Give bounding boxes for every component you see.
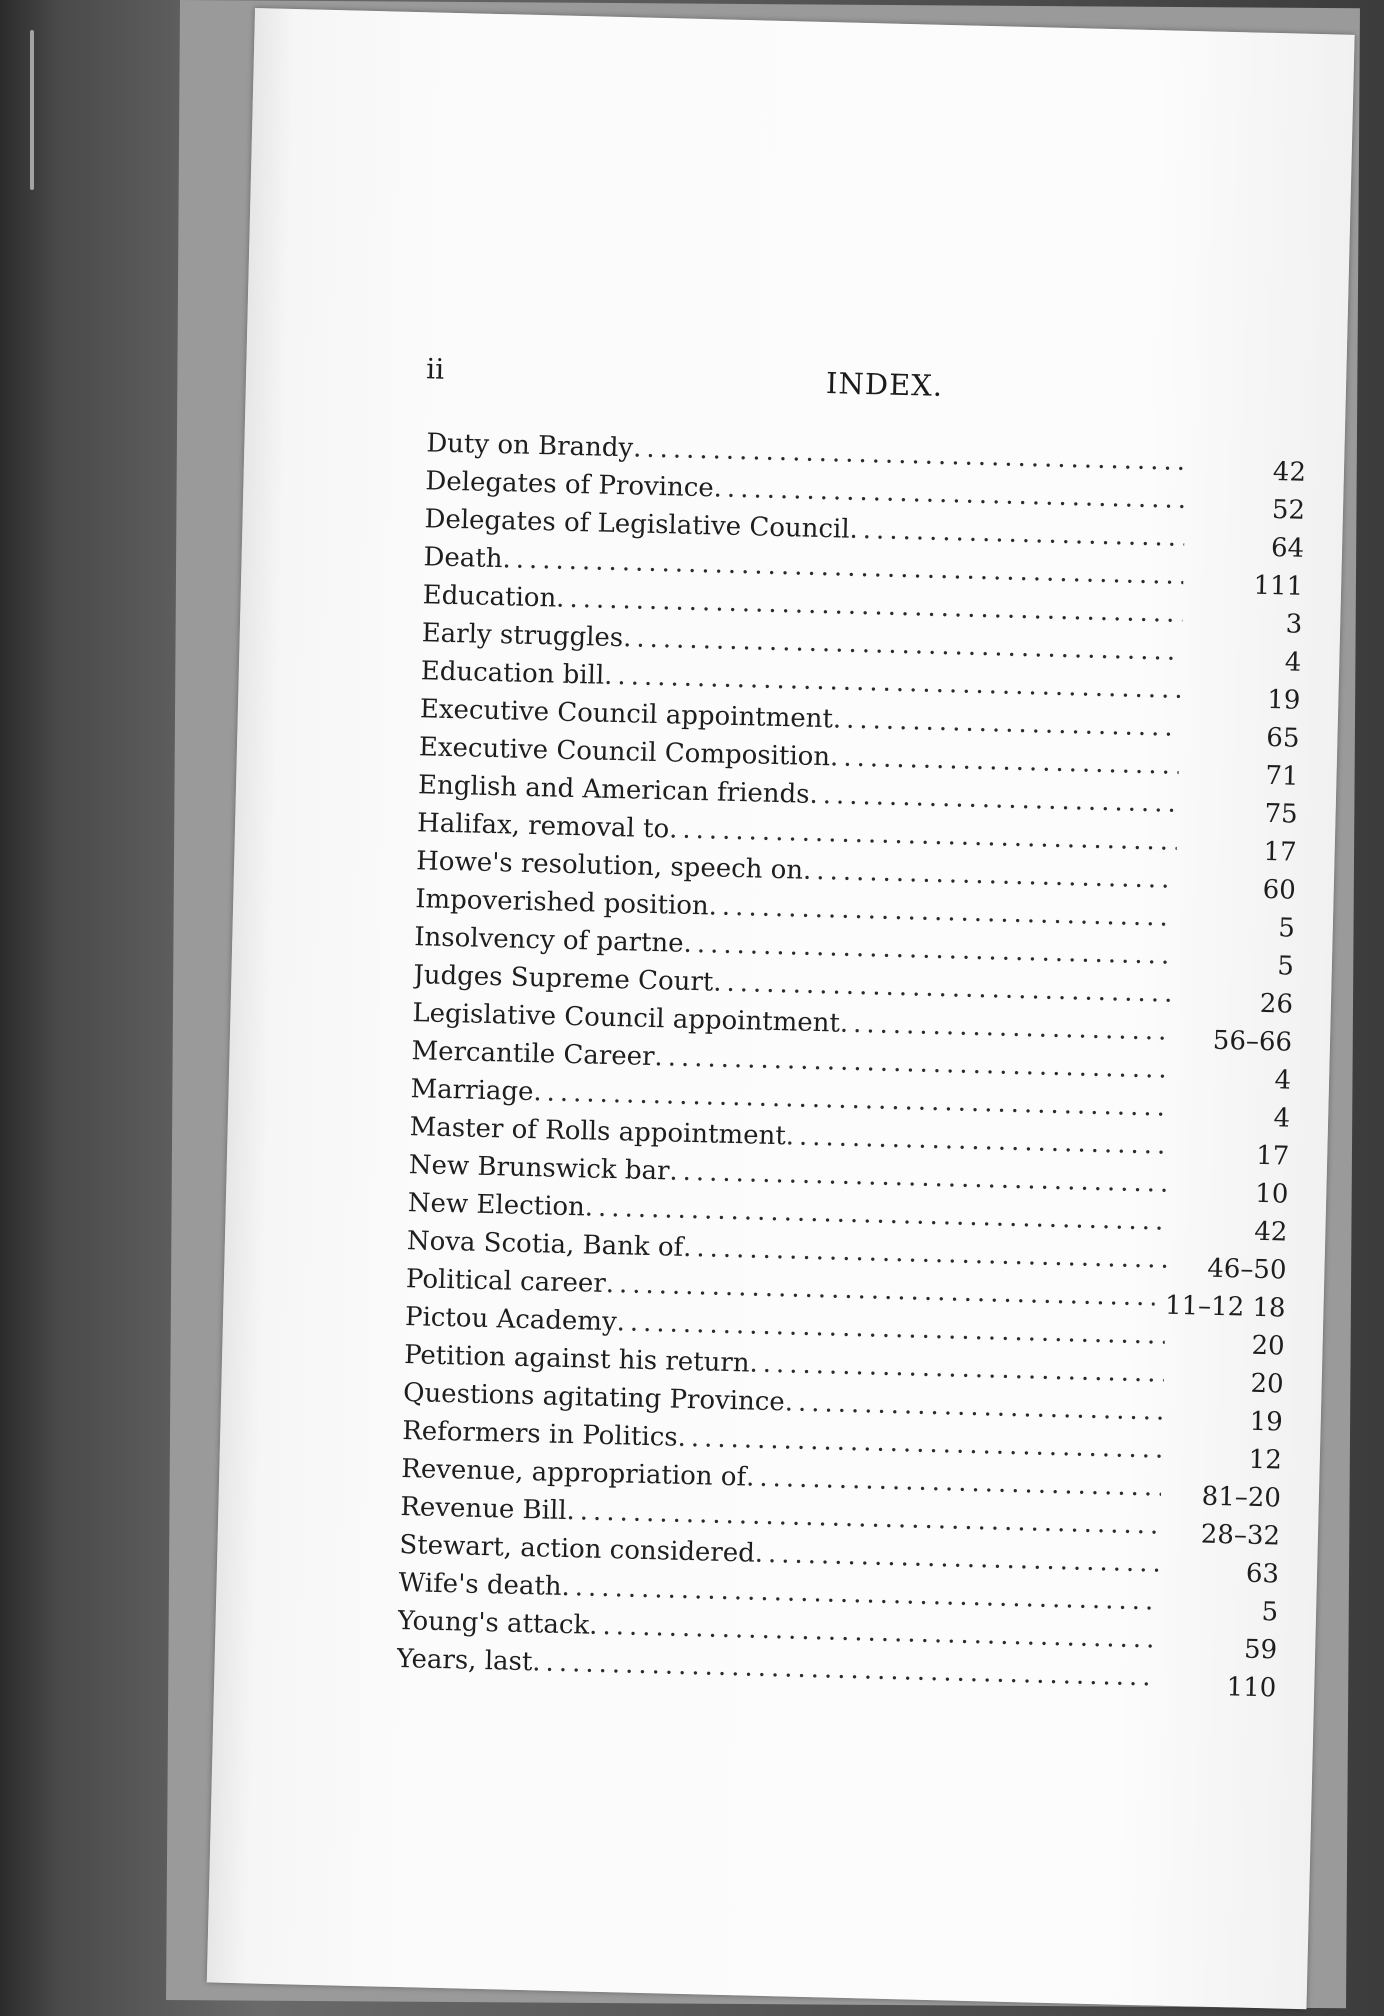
entry-page-number: 56–66 bbox=[1212, 1025, 1293, 1058]
entry-page-number: 3 bbox=[1285, 609, 1303, 640]
entry-page-number: 81–20 bbox=[1201, 1481, 1282, 1514]
entry-page-number: 5 bbox=[1261, 1597, 1279, 1628]
entry-page-number: 65 bbox=[1266, 722, 1300, 754]
entry-page-number: 11–12 18 bbox=[1164, 1290, 1286, 1324]
entry-page-number: 19 bbox=[1266, 684, 1301, 716]
book-page bbox=[207, 8, 1355, 2009]
entry-page-number: 42 bbox=[1253, 1216, 1288, 1248]
entry-term: Delegates of Province bbox=[425, 466, 715, 504]
entry-page-number: 5 bbox=[1276, 951, 1295, 982]
page-title: INDEX. bbox=[825, 366, 944, 403]
entry-page-number: 75 bbox=[1264, 798, 1298, 830]
entry-term: Young's attack bbox=[397, 1605, 590, 1641]
entry-page-number: 60 bbox=[1262, 874, 1297, 906]
entry-term: Howe's resolution, speech on bbox=[415, 846, 804, 886]
entry-page-number: 28–32 bbox=[1200, 1519, 1281, 1552]
scanner-edge-mark bbox=[30, 30, 34, 190]
entry-term: Mercantile Career bbox=[411, 1036, 655, 1073]
entry-term: Master of Rolls appointment bbox=[409, 1112, 787, 1152]
entry-term: Duty on Brandy bbox=[426, 428, 634, 464]
entry-term: Executive Council Composition bbox=[418, 732, 831, 773]
entry-page-number: 52 bbox=[1271, 495, 1306, 526]
entry-term: Early struggles bbox=[421, 618, 624, 654]
entry-page-number: 17 bbox=[1255, 1140, 1290, 1172]
entry-term: Insolvency of partne bbox=[413, 922, 684, 959]
entry-page-number: 26 bbox=[1259, 988, 1294, 1020]
entry-page-number: 4 bbox=[1274, 1065, 1292, 1096]
index-entries bbox=[396, 420, 1307, 1704]
entry-term: Judges Supreme Court bbox=[413, 960, 714, 998]
entry-page-number: 20 bbox=[1250, 1368, 1285, 1400]
entry-term: Political career bbox=[405, 1264, 607, 1299]
entry-page-number: 12 bbox=[1248, 1444, 1283, 1476]
entry-term: Reformers in Politics bbox=[401, 1416, 679, 1453]
entry-page-number: 17 bbox=[1263, 836, 1298, 868]
page-folio: ii bbox=[425, 352, 445, 386]
entry-term: Years, last bbox=[396, 1643, 533, 1678]
entry-page-number: 4 bbox=[1284, 647, 1302, 678]
entry-page-number: 59 bbox=[1243, 1634, 1278, 1666]
dot-leader bbox=[532, 1647, 1157, 1692]
entry-term: Death bbox=[423, 542, 503, 575]
entry-page-number: 20 bbox=[1251, 1330, 1285, 1362]
entry-term: Revenue Bill bbox=[400, 1492, 567, 1527]
entry-term: Delegates of Legislative Council bbox=[424, 504, 850, 545]
entry-term: Education bill bbox=[420, 656, 605, 691]
entry-term: English and American friends bbox=[417, 770, 810, 810]
page-header bbox=[426, 348, 1287, 419]
entry-term: Legislative Council appointment bbox=[412, 998, 841, 1039]
entry-term: Education bbox=[422, 580, 557, 614]
entry-term: Marriage bbox=[410, 1074, 534, 1108]
entry-term: Petition against his return bbox=[403, 1340, 750, 1379]
entry-page-number: 64 bbox=[1270, 532, 1305, 564]
entry-page-number: 46–50 bbox=[1206, 1253, 1287, 1286]
entry-term: New Brunswick bar bbox=[408, 1150, 670, 1187]
entry-term: Pictou Academy bbox=[404, 1302, 618, 1338]
entry-page-number: 5 bbox=[1277, 913, 1296, 944]
entry-page-number: 71 bbox=[1265, 760, 1299, 792]
entry-term: Wife's death bbox=[398, 1567, 562, 1602]
entry-term: Executive Council appointment bbox=[419, 694, 834, 735]
entry-term: New Election bbox=[407, 1188, 586, 1223]
entry-page-number: 42 bbox=[1272, 457, 1307, 488]
entry-page-number: 63 bbox=[1245, 1558, 1280, 1590]
entry-page-number: 4 bbox=[1273, 1103, 1291, 1134]
entry-term: Nova Scotia, Bank of bbox=[406, 1226, 684, 1263]
entry-term: Impoverished position bbox=[414, 884, 710, 922]
entry-term: Revenue, appropriation of bbox=[400, 1454, 747, 1493]
entry-term: Stewart, action considered bbox=[399, 1529, 756, 1569]
entry-page-number: 110 bbox=[1226, 1672, 1277, 1704]
entry-page-number: 10 bbox=[1254, 1178, 1289, 1210]
entry-term: Halifax, removal to bbox=[416, 808, 670, 845]
entry-page-number: 111 bbox=[1253, 570, 1304, 602]
entry-term: Questions agitating Province bbox=[402, 1378, 786, 1418]
entry-page-number: 19 bbox=[1249, 1406, 1284, 1438]
